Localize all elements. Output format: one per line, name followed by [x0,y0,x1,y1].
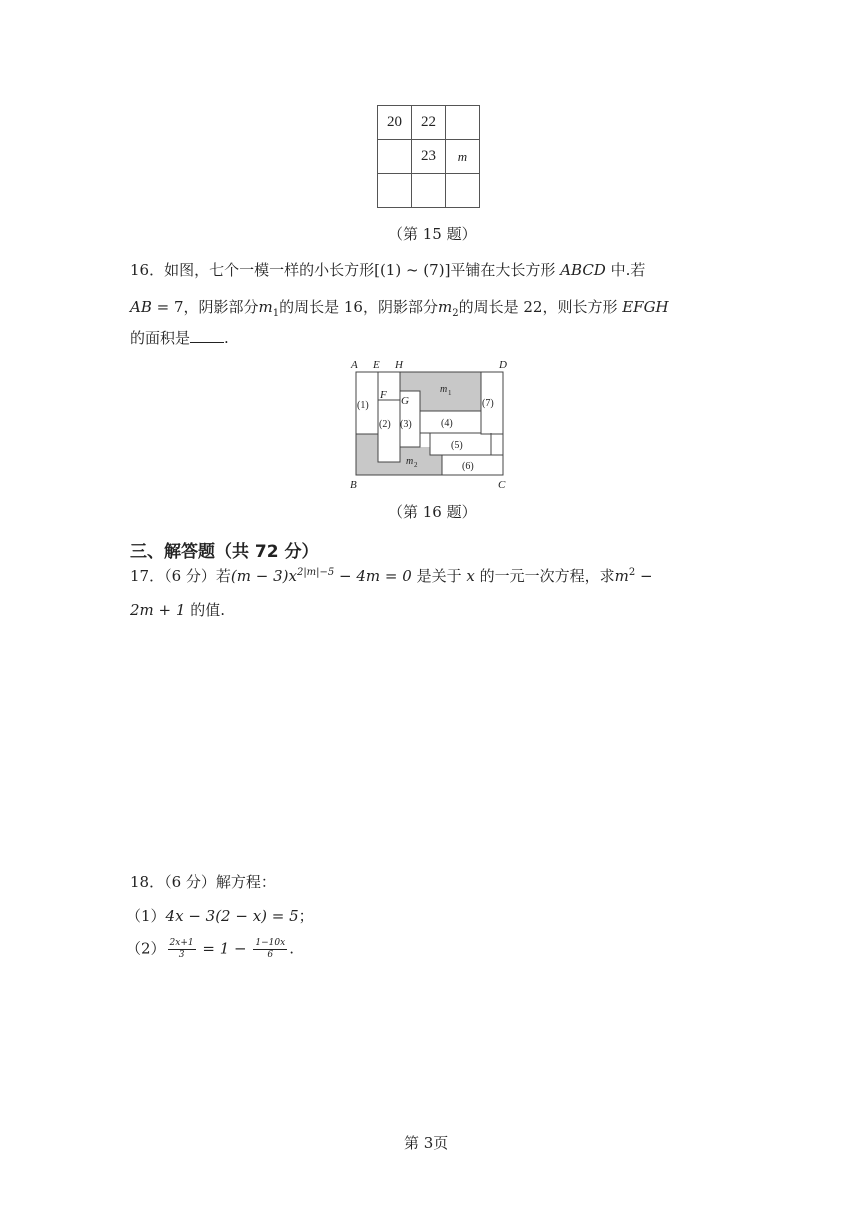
label-rect-2: (2) [379,419,391,430]
q16-m1-sub: 1 [272,308,280,319]
q16-caption: （第 16 题） [388,503,477,521]
q17-m: m [614,567,629,585]
q16-text: = 7，阴影部分 [151,298,259,316]
q17-expr-b: − 4m = 0 [334,567,412,585]
label-rect-3: (3) [400,419,412,430]
label-a: A [351,359,358,371]
q18-heading: 18．（6 分）解方程： [130,873,276,891]
q16-m1: m [258,298,273,316]
grid-cell [446,174,480,208]
q18-frac2 [253,938,287,961]
grid-cell [412,174,446,208]
q18-part1 [126,906,314,926]
q16-text: 的周长是 22，则长方形 [458,298,623,316]
q16-line2 [130,297,669,324]
q16-efgh: EFGH [622,298,669,316]
q15-number-grid [377,105,480,208]
frac-numerator: 1−10x [255,938,286,948]
grid-cell: 23 [412,140,446,174]
q17-text: 是关于 [411,567,467,585]
q16-text: 16．如图，七个一模一样的小长方形[ [130,261,380,279]
q17-exponent: 2|m|−5 [296,567,335,578]
grid-cell: 20 [378,106,412,140]
label-e: E [373,359,380,371]
label-rect-6: (6) [462,461,474,472]
q16-text: 中.若 [605,261,646,279]
label-g: G [401,395,409,407]
q18-eq2-mid: = 1 − [197,939,252,958]
label-b: B [350,479,357,491]
frac-denominator: 3 [178,950,185,960]
q18-text: . [289,939,294,958]
q16-ab: AB [130,298,152,316]
label-f: F [380,389,387,401]
answer-blank [190,328,224,343]
q17-m-sup: 2 [628,567,636,578]
q16-text: . [224,329,229,347]
q16-text: 的周长是 16，阴影部分 [279,298,438,316]
page-number: 第 3页 [404,1134,449,1152]
q16-text: 的面积是 [130,329,191,347]
q16-line1 [130,260,645,280]
label-m1-sub: 1 [448,389,452,397]
q16-abcd: ABCD [560,261,606,279]
frac-numerator: 2x+1 [169,938,194,948]
q16-range: (1) ~ (7) [379,261,445,279]
label-c: C [498,479,506,491]
grid-cell [378,174,412,208]
q17-x: x [466,567,475,585]
label-rect-7: (7) [482,398,494,409]
q16-m2-sub: 2 [452,308,459,319]
q18-eq1: 4x − 3(2 − x) = 5 [165,907,299,925]
grid-cell: 22 [412,106,446,140]
q16-text: ]平铺在大长方形 [444,261,561,279]
rect-2 [378,400,400,462]
label-rect-4: (4) [441,418,453,429]
label-rect-5: (5) [451,440,463,451]
q16-line3 [130,328,229,348]
q18-text: ； [298,907,314,925]
label-m1: m [440,384,448,395]
q16-m2: m [437,298,453,316]
frac-denominator: 6 [267,950,274,960]
grid-cell [446,106,480,140]
q17-text: 的一元一次方程，求 [474,567,615,585]
label-m2-sub: 2 [414,461,418,469]
label-m2: m [406,456,414,467]
q17-text: − [635,567,653,585]
q18-label: （2） [126,939,166,958]
q15-caption: （第 15 题） [388,225,477,243]
label-h: H [395,359,403,371]
grid-cell: m [446,140,480,174]
label-rect-1: (1) [357,400,369,411]
q17-line2 [130,600,225,620]
q17-expr-c: 2m + 1 [130,601,186,619]
label-d: D [499,359,507,371]
q17-expr-a: (m − 3)x [230,567,297,585]
q17-text: 的值. [185,601,225,619]
q18-frac1 [168,938,196,961]
q17-line1 [130,563,653,586]
grid-cell [378,140,412,174]
q16-rectangle-figure [345,354,515,494]
section-heading: 三、解答题（共 72 分） [130,542,319,562]
q18-part2 [126,938,294,961]
q15-grid-wrapper [377,105,480,208]
q17-text: 17．（6 分）若 [130,567,231,585]
q18-label: （1） [126,907,166,925]
